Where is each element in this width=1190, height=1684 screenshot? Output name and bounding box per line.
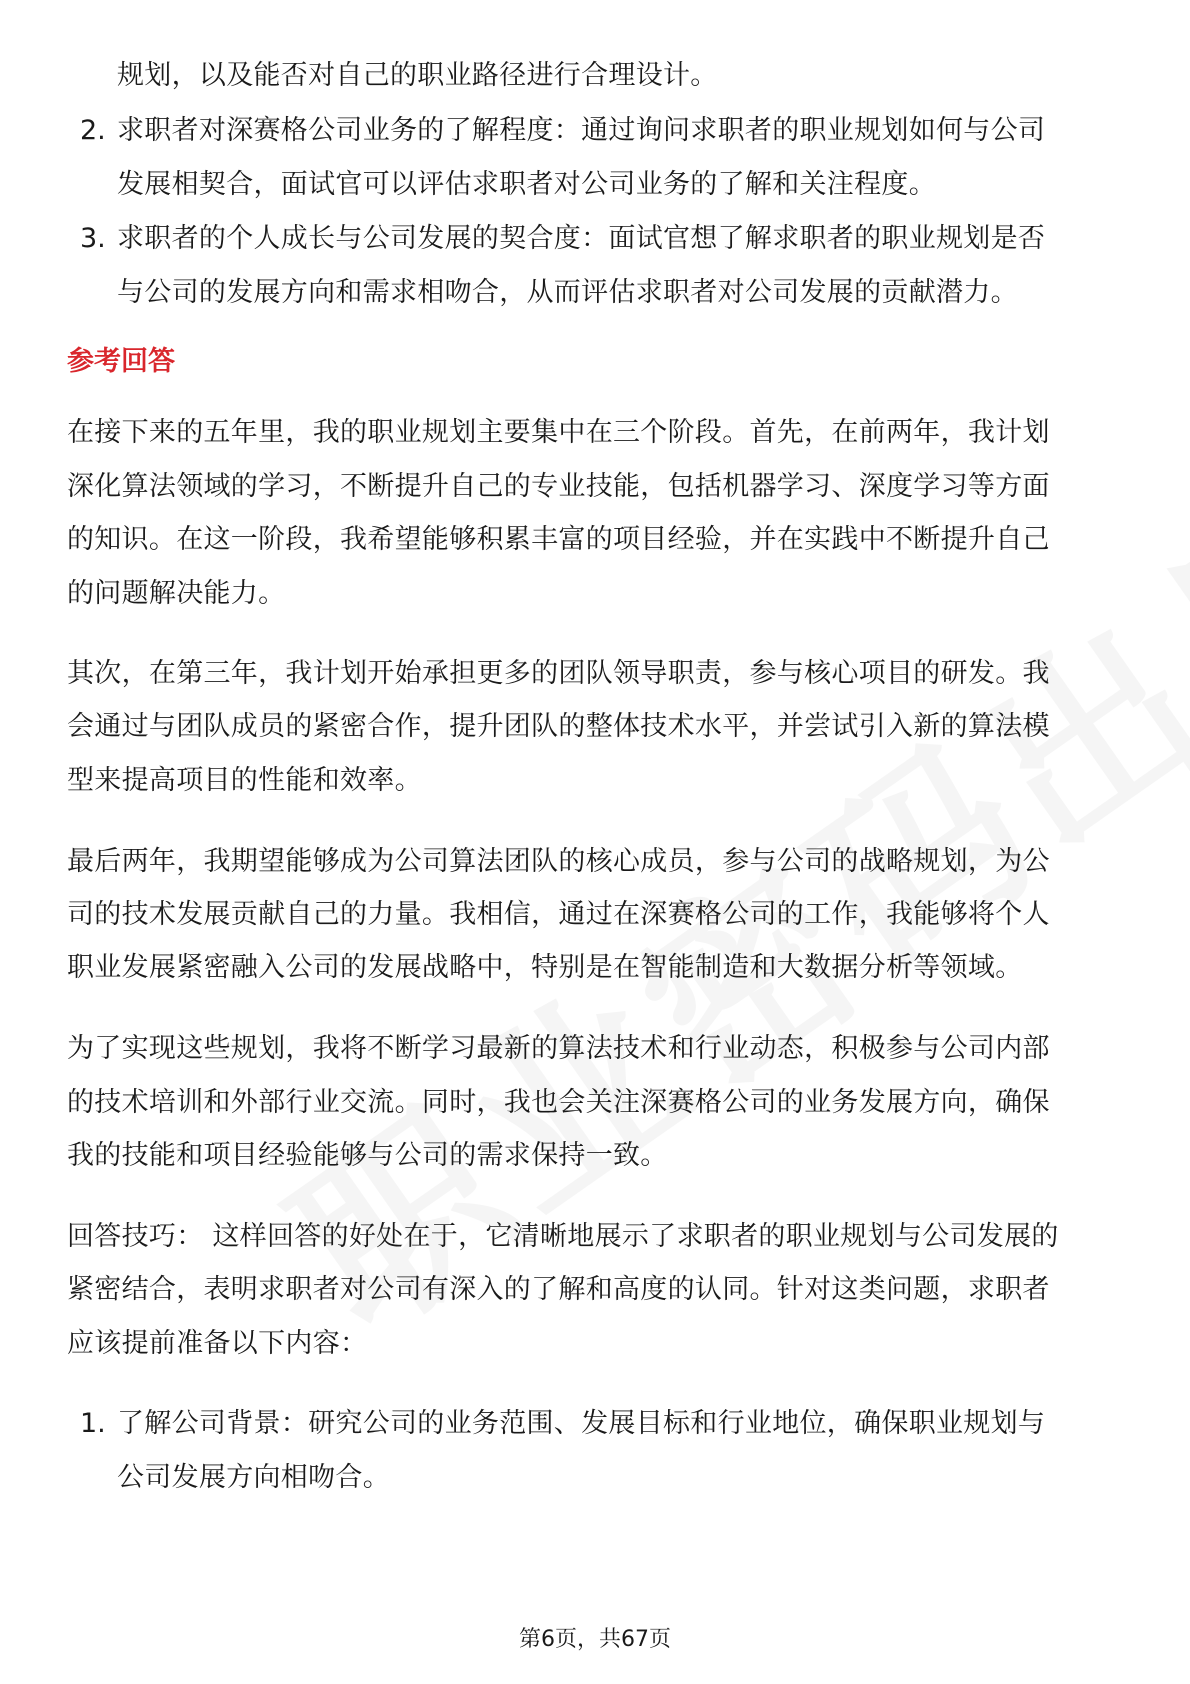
paragraph-1-line: 在接下来的五年里，我的职业规划主要集中在三个阶段。首先，在前两年，我计划 xyxy=(67,417,1050,448)
answer-tips-line: 应该提前准备以下内容： xyxy=(67,1328,368,1359)
list-item-1-continuation: 规划，以及能否对自己的职业路径进行合理设计。 xyxy=(117,60,718,91)
paragraph-1-line: 深化算法领域的学习，不断提升自己的专业技能，包括机器学习、深度学习等方面 xyxy=(67,471,1050,502)
list-item-3-line1: 求职者的个人成长与公司发展的契合度：面试官想了解求职者的职业规划是否 xyxy=(117,223,1046,254)
paragraph-4-line: 的技术培训和外部行业交流。同时，我也会关注深赛格公司的业务发展方向，确保 xyxy=(67,1087,1050,1118)
page-number-footer: 第6页，共67页 xyxy=(519,1627,671,1652)
paragraph-3-line: 司的技术发展贡献自己的力量。我相信，通过在深赛格公司的工作，我能够将个人 xyxy=(67,899,1050,930)
list-item-3-line2: 与公司的发展方向和需求相吻合，从而评估求职者对公司发展的贡献潜力。 xyxy=(117,277,1018,308)
list-item-2-line2: 发展相契合，面试官可以评估求职者对公司业务的了解和关注程度。 xyxy=(117,169,936,200)
paragraph-3-line: 职业发展紧密融入公司的发展战略中，特别是在智能制造和大数据分析等领域。 xyxy=(67,952,1023,983)
paragraph-3-line: 最后两年，我期望能够成为公司算法团队的核心成员，参与公司的战略规划，为公 xyxy=(67,846,1050,877)
paragraph-2-line: 其次，在第三年，我计划开始承担更多的团队领导职责，参与核心项目的研发。我 xyxy=(67,658,1050,689)
paragraph-1-line: 的问题解决能力。 xyxy=(67,578,286,609)
answer-tips-line: 回答技巧： 这样回答的好处在于，它清晰地展示了求职者的职业规划与公司发展的 xyxy=(67,1221,1059,1252)
tips-item-1-number: 1. xyxy=(80,1408,106,1439)
paragraph-4-line: 为了实现这些规划，我将不断学习最新的算法技术和行业动态，积极参与公司内部 xyxy=(67,1033,1050,1064)
paragraph-1-line: 的知识。在这一阶段，我希望能够积累丰富的项目经验，并在实践中不断提升自己 xyxy=(67,524,1050,555)
list-item-2-line1: 求职者对深赛格公司业务的了解程度：通过询问求职者的职业规划如何与公司 xyxy=(117,115,1046,146)
paragraph-4-line: 我的技能和项目经验能够与公司的需求保持一致。 xyxy=(67,1140,668,1171)
tips-item-1-line2: 公司发展方向相吻合。 xyxy=(117,1462,390,1493)
paragraph-2-line: 会通过与团队成员的紧密合作，提升团队的整体技术水平，并尝试引入新的算法模 xyxy=(67,711,1050,742)
section-heading: 参考回答 xyxy=(67,346,175,377)
list-item-3-number: 3. xyxy=(80,223,106,254)
list-item-2-number: 2. xyxy=(80,115,106,146)
answer-tips-line: 紧密结合，表明求职者对公司有深入的了解和高度的认同。针对这类问题，求职者 xyxy=(67,1274,1050,1305)
tips-item-1-line1: 了解公司背景：研究公司的业务范围、发展目标和行业地位，确保职业规划与 xyxy=(117,1408,1046,1439)
paragraph-2-line: 型来提高项目的性能和效率。 xyxy=(67,765,422,796)
